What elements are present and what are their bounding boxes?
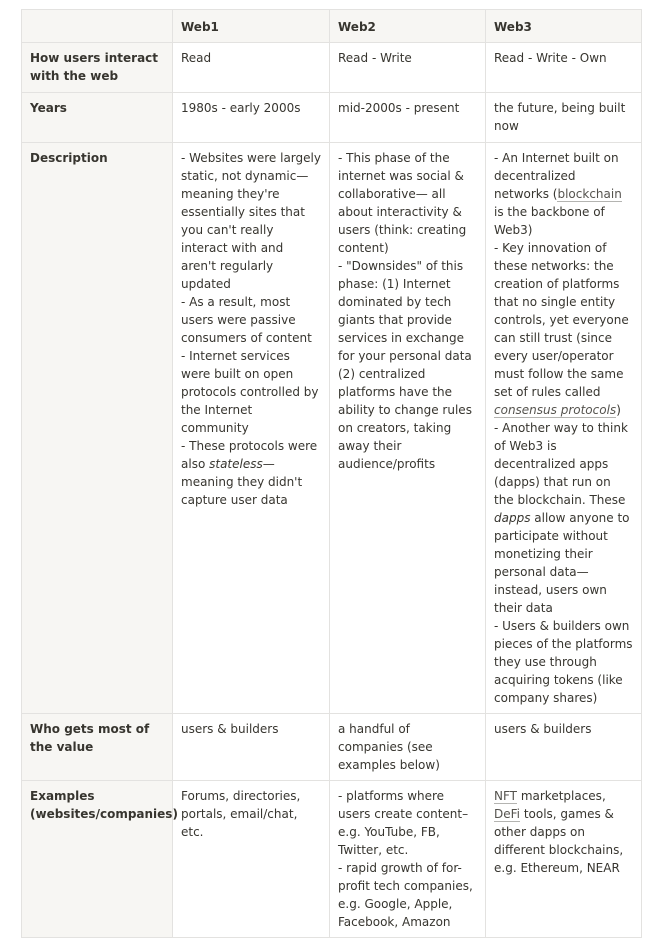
web1-desc-p3: - Internet services were built on open protocols controlled by the Internet community	[181, 349, 319, 435]
web3-desc-p2-pre: - Key innovation of these networks: the creation of platforms that no single entity controls, yet everyone can still trust (since every user/operator must follow the same set of rules called	[494, 241, 629, 399]
cell-value-web2: a handful of companies (see examples below)	[330, 714, 486, 781]
web2-examples-p1: - platforms where users create content– e.g. YouTube, FB, Twitter, etc.	[338, 789, 469, 857]
cell-description-web2	[330, 143, 486, 714]
cell-interact-web3: Read - Write - Own	[486, 43, 642, 93]
header-cell-empty	[22, 10, 173, 43]
cell-description-web1	[173, 143, 330, 714]
cell-years-web3: the future, being built now	[486, 93, 642, 143]
cell-interact-web1: Read	[173, 43, 330, 93]
table-row-description	[22, 143, 642, 714]
web3-desc-p3	[494, 419, 633, 617]
web1-desc-p2: - As a result, most users were passive consumers of content	[181, 295, 312, 345]
web3-examples-post: tools, games & other dapps on different blockchains, e.g. Ethereum, NEAR	[494, 807, 624, 875]
row-label-value: Who gets most of the value	[22, 714, 173, 781]
header-web2: Web2	[330, 10, 486, 43]
web3-desc-p2-post: )	[616, 403, 621, 417]
web1-desc-p4	[181, 437, 321, 509]
cell-examples-web3	[486, 781, 642, 938]
row-label-interact: How users interact with the web	[22, 43, 173, 93]
web1-desc-p4-pre: - These protocols were also	[181, 439, 318, 471]
web2-desc-p1: - This phase of the internet was social & collaborative— all about interactivity & users (think: creating content)	[338, 151, 467, 255]
table-row-examples	[22, 781, 642, 938]
cell-years-web1: 1980s - early 2000s	[173, 93, 330, 143]
table-row-interact	[22, 43, 642, 93]
header-web1: Web1	[173, 10, 330, 43]
web3-desc-p3-pre: - Another way to think of Web3 is decentralized apps (dapps) that run on the blockchain. These	[494, 421, 628, 507]
cell-value-web3: users & builders	[486, 714, 642, 781]
table-row-years	[22, 93, 642, 143]
web3-desc-p1-post: is the backbone of Web3)	[494, 205, 605, 237]
consensus-protocols-link[interactable]: consensus protocols	[494, 403, 617, 417]
cell-interact-web2: Read - Write	[330, 43, 486, 93]
web3-desc-p3-em: dapps	[494, 511, 531, 525]
web3-desc-p3-post: allow anyone to participate without monetizing their personal data— instead, users own their data	[494, 511, 630, 615]
row-label-examples: Examples (websites/companies)	[22, 781, 173, 938]
web3-desc-p1	[494, 149, 633, 239]
nft-link[interactable]: NFT	[494, 789, 517, 803]
web1-desc-p4-em: stateless	[209, 457, 263, 471]
web3-desc-p1-pre: - An Internet built on decentralized networks (	[494, 151, 619, 201]
blockchain-link[interactable]: blockchain	[557, 187, 622, 201]
header-row	[22, 10, 642, 43]
cell-examples-web1: Forums, directories, portals, email/chat, etc.	[173, 781, 330, 938]
web2-desc-p2: - "Downsides" of this phase: (1) Internet dominated by tech giants that provide services in exchange for your personal data (2) centralized platforms have the ability to change rules on creators, taking away their audience/profits	[338, 259, 472, 471]
web1-desc-p4-post: — meaning they didn't capture user data	[181, 457, 303, 507]
row-label-description: Description	[22, 143, 173, 714]
cell-examples-web2	[330, 781, 486, 938]
header-web3: Web3	[486, 10, 642, 43]
web2-examples-p2: - rapid growth of for-profit tech companies, e.g. Google, Apple, Facebook, Amazon	[338, 861, 473, 929]
web3-desc-p4: - Users & builders own pieces of the platforms they use through acquiring tokens (like company shares)	[494, 619, 633, 705]
web1-desc-p1: - Websites were largely static, not dynamic— meaning they're essentially sites that you can't really interact with and aren't regularly updated	[181, 151, 321, 291]
cell-years-web2: mid-2000s - present	[330, 93, 486, 143]
cell-value-web1: users & builders	[173, 714, 330, 781]
web3-examples-mid: marketplaces,	[517, 789, 606, 803]
web-comparison-table	[21, 9, 642, 938]
defi-link[interactable]: DeFi	[494, 807, 520, 821]
table-row-value	[22, 714, 642, 781]
row-label-years: Years	[22, 93, 173, 143]
cell-description-web3	[486, 143, 642, 714]
web3-desc-p2	[494, 239, 633, 419]
